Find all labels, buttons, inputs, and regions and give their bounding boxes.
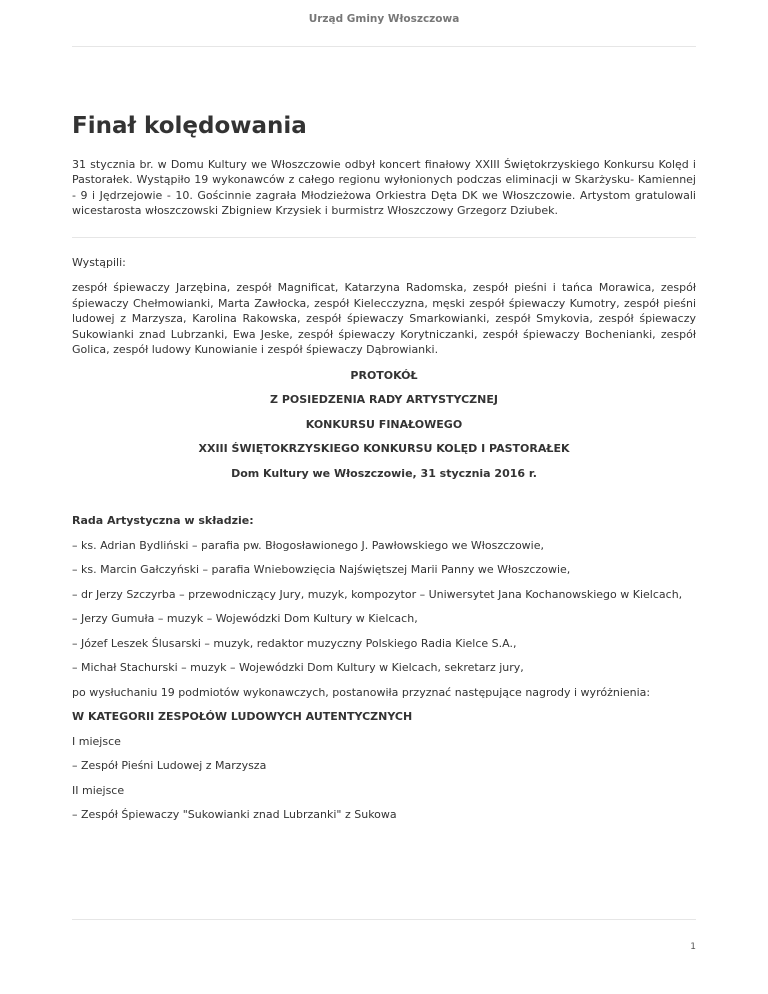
protocol-heading-line: KONKURSU FINAŁOWEGO — [305, 417, 463, 431]
article-title: Finał kolędowania — [72, 113, 307, 139]
page-number: 1 — [690, 942, 696, 952]
site-name: Urząd Gminy Włoszczowa — [308, 13, 460, 25]
article-intro: 31 stycznia br. w Domu Kultury we Włoszczowie odbył koncert finałowy XXIII Świętokrzyskiego Konkursu Kolęd i Pastorałek. Wystąpiło 19 wykonawców z całego regionu wyłonionych podczas eliminacji w Skarżysku- Kamiennej - 9 i Jędrzejowie - 10. Gościnnie zagrała Młodzieżowa Orkiestra Dęta DK we Włoszczowie. Artystom gratulowali wicestarosta włoszczowski Zbigniew Krzysiek i burmistrz Włoszczowy Grzegorz Dziubek. — [72, 157, 696, 218]
council-member: – Michał Stachurski – muzyk – Wojewódzki Dom Kultury w Kielcach, sekretarz jury, — [72, 661, 524, 675]
council-member: – dr Jerzy Szczyrba – przewodniczący Jury, muzyk, kompozytor – Uniwersytet Jana Kochanowskiego w Kielcach, — [72, 587, 683, 601]
decision-text: po wysłuchaniu 19 podmiotów wykonawczych, postanowiła przyznać następujące nagrody i wyróżnienia: — [72, 685, 651, 699]
article — [72, 113, 696, 832]
council-label: Rada Artystyczna w składzie: — [72, 514, 254, 528]
council-member: – ks. Marcin Gałczyński – parafia Wniebowzięcia Najświętszej Marii Panny we Włoszczowie, — [72, 563, 571, 577]
council-member: – ks. Adrian Bydliński – parafia pw. Błogosławionego J. Pawłowskiego we Włoszczowie, — [72, 538, 544, 552]
council-member: – Jerzy Gumuła – muzyk – Wojewódzki Dom Kultury w Kielcach, — [72, 612, 418, 626]
protocol-heading-line: Dom Kultury we Włoszczowie, 31 stycznia 2016 r. — [231, 466, 537, 480]
protocol-heading-line: PROTOKÓŁ — [350, 368, 418, 382]
place-1-label: I miejsce — [72, 734, 121, 748]
protocol-heading-line: XXIII ŚWIĘTOKRZYSKIEGO KONKURSU KOLĘD I PASTORAŁEK — [198, 442, 570, 456]
page-header — [72, 0, 696, 47]
council-member: – Józef Leszek Ślusarski – muzyk, redaktor muzyczny Polskiego Radia Kielce S.A., — [72, 636, 517, 650]
place-2-label: II miejsce — [72, 783, 125, 797]
page-footer — [72, 919, 696, 952]
place-1-winner: – Zespół Pieśni Ludowej z Marzysza — [72, 759, 267, 773]
protocol-heading-line: Z POSIEDZENIA RADY ARTYSTYCZNEJ — [270, 393, 498, 407]
section-divider — [72, 237, 696, 238]
performers-list: zespół śpiewaczy Jarzębina, zespół Magnificat, Katarzyna Radomska, zespół pieśni i tańca Morawica, zespół śpiewaczy Chełmowianki, Marta Zawłocka, zespół Kielecczyzna, męski zespół śpiewaczy Kumotry, zespół pieśni ludowej z Marzysza, Karolina Rakowska, zespół śpiewaczy Smarkowianki, zespół Smykovia, zespół śpiewaczy Sukowianki znad Lubrzanki, Ewa Jeske, zespół śpiewaczy Korytniczanki, zespół śpiewaczy Bochenianki, zespół Golica, zespół ludowy Kunowianie i zespół śpiewaczy Dąbrowianki. — [72, 281, 696, 357]
category-heading: W KATEGORII ZESPOŁÓW LUDOWYCH AUTENTYCZNYCH — [72, 710, 413, 724]
performers-label: Wystąpili: — [72, 255, 126, 269]
place-2-winner: – Zespół Śpiewaczy "Sukowianki znad Lubrzanki" z Sukowa — [72, 808, 397, 822]
